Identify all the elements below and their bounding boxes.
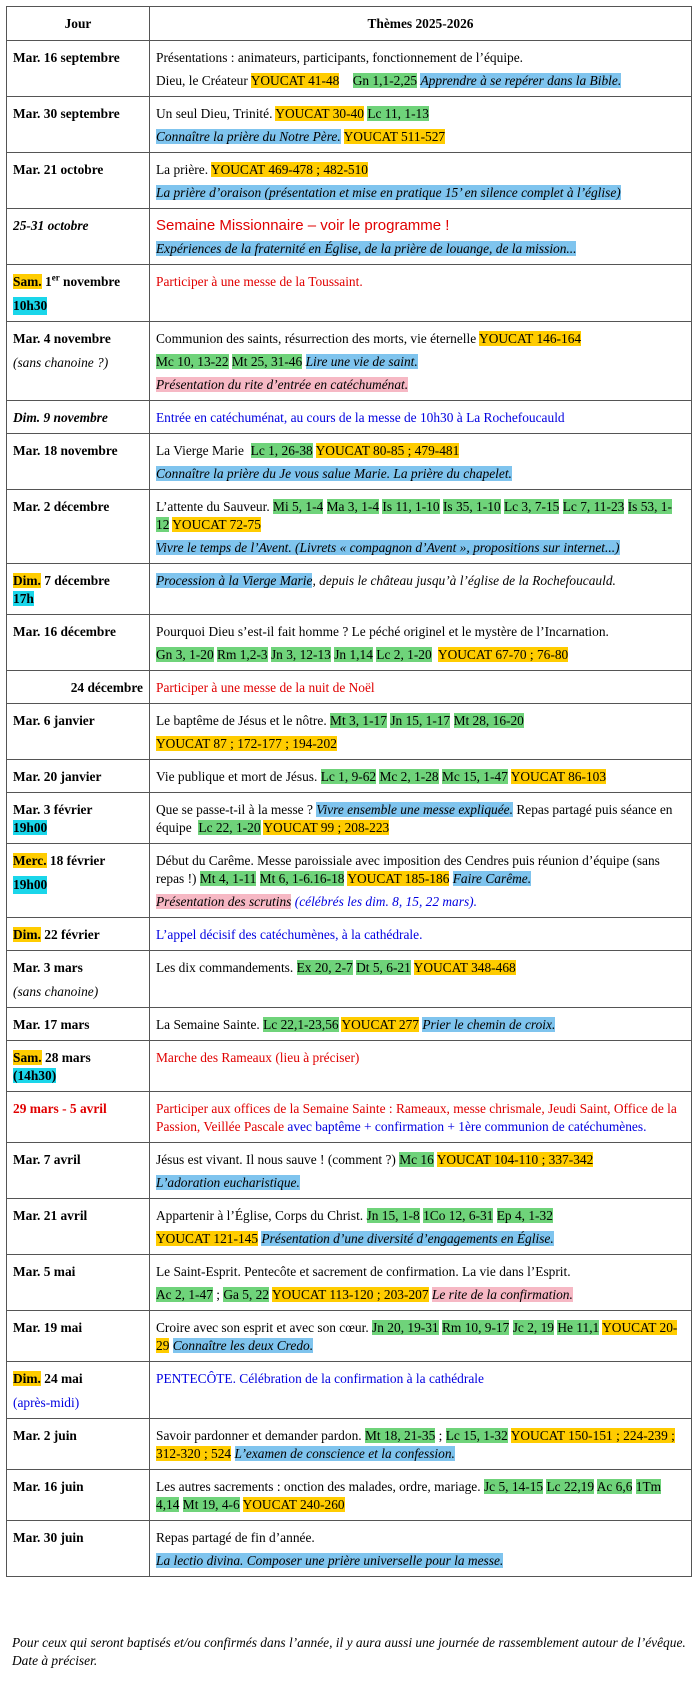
table-row (7, 209, 692, 265)
bible-ref: Ma 3, 1-4 (326, 499, 380, 514)
row-day: Mar. 17 mars (7, 1008, 150, 1041)
day-note: (après-midi) (13, 1395, 80, 1410)
bible-ref: Mt 4, 1-11 (199, 871, 257, 886)
day-highlight: Dim. (13, 573, 41, 588)
time-badge: 10h30 (13, 298, 48, 313)
table-row (7, 760, 692, 793)
table-row (7, 1143, 692, 1199)
activity-note: Prier le chemin de croix. (422, 1017, 556, 1032)
activity-note: Présentation d’une diversité d’engagements en Église. (261, 1231, 554, 1246)
bible-ref: Lc 1, 26-38 (250, 443, 313, 458)
table-row (7, 1199, 692, 1255)
row-day: Sam. 1er novembre 10h30 (7, 265, 150, 322)
theme-text: Le baptême de Jésus et le nôtre. (156, 713, 327, 728)
activity-note: Connaître la prière du Notre Père. (156, 129, 341, 144)
youcat-ref: YOUCAT 20-29 (156, 1320, 678, 1353)
bible-ref: Lc 2, 1-20 (376, 647, 432, 662)
row-themes (150, 760, 692, 793)
table-row (7, 951, 692, 1008)
table-row (7, 434, 692, 490)
youcat-ref: YOUCAT 99 ; 208-223 (263, 820, 390, 835)
youcat-ref: YOUCAT 72-75 (172, 517, 261, 532)
bible-ref: Jn 15, 1-8 (366, 1208, 420, 1223)
time-badge: 17h (13, 591, 34, 606)
bible-ref: Lc 22,19 (546, 1479, 595, 1494)
row-day: Dim. 7 décembre 17h (7, 564, 150, 615)
youcat-ref: YOUCAT 150-151 ; 224-239 ; 312-320 ; 524 (156, 1428, 675, 1461)
row-day: Mar. 5 mai (7, 1255, 150, 1311)
row-themes (150, 615, 692, 671)
row-themes: Le Saint-Esprit. Pentecôte et sacrement de confirmation. La vie dans l’Esprit. Ac 2, 1-47 ; Ga 5, 22 YOUCAT 113-120 ; 203-207 Le rite de la confirmation. (150, 1255, 692, 1311)
youcat-ref: YOUCAT 121-145 (156, 1231, 259, 1246)
youcat-ref: YOUCAT 240-260 (242, 1497, 345, 1512)
bible-ref: Lc 1, 9-62 (320, 769, 377, 784)
table-row (7, 41, 692, 97)
row-themes (150, 1008, 692, 1041)
bible-ref: Jn 1,14 (334, 647, 373, 662)
table-row (7, 793, 692, 844)
youcat-ref: YOUCAT 469-478 ; 482-510 (210, 162, 368, 177)
row-day: Mar. 6 janvier (7, 704, 150, 760)
bible-ref: Ep 4, 1-32 (496, 1208, 553, 1223)
youcat-ref: YOUCAT 80-85 ; 479-481 (315, 443, 460, 458)
row-day: Mar. 30 juin (7, 1521, 150, 1577)
table-row (7, 704, 692, 760)
theme-text: Repas partagé de fin d’année. (156, 1530, 315, 1545)
bible-ref: Mc 10, 13-22 (156, 354, 229, 369)
youcat-ref: YOUCAT 113-120 ; 203-207 (271, 1287, 429, 1302)
activity-note: Connaître la prière du Je vous salue Marie. La prière du chapelet. (156, 466, 512, 481)
row-day: Mar. 19 mai (7, 1311, 150, 1362)
bible-ref: Is 53, 1-12 (156, 499, 672, 532)
bible-ref: Mc 15, 1-47 (441, 769, 508, 784)
bible-ref: Gn 1,1-2,25 (352, 73, 418, 88)
table-row (7, 153, 692, 209)
table-row (7, 671, 692, 704)
row-themes (150, 918, 692, 951)
bible-ref: Dt 5, 6-21 (356, 960, 411, 975)
row-themes (150, 1143, 692, 1199)
row-themes (150, 1092, 692, 1143)
day-highlight: Dim. (13, 927, 41, 942)
time-badge: (14h30) (13, 1068, 57, 1083)
row-day: Mar. 4 novembre (sans chanoine ?) (7, 322, 150, 401)
table-row (7, 1362, 692, 1419)
row-day: Sam. 28 mars (14h30) (7, 1041, 150, 1092)
bible-ref: Jn 20, 19-31 (372, 1320, 439, 1335)
theme-text: L’attente du Sauveur. (156, 499, 270, 514)
row-day: Mar. 21 avril (7, 1199, 150, 1255)
theme-text: Les dix commandements. (156, 960, 294, 975)
day-note: (sans chanoine) (13, 984, 99, 999)
activity-note: L’examen de conscience et la confession. (234, 1446, 455, 1461)
theme-text: Le Saint-Esprit. Pentecôte et sacrement de confirmation. La vie dans l’Esprit. (156, 1264, 571, 1279)
header-day: Jour (7, 7, 150, 41)
row-themes (150, 793, 692, 844)
row-day: Mar. 2 juin (7, 1419, 150, 1470)
bible-ref: Ac 2, 1-47 (156, 1287, 213, 1302)
row-day: Mar. 30 septembre (7, 97, 150, 153)
bible-ref: Mt 6, 1-6.16-18 (259, 871, 345, 886)
table-row (7, 322, 692, 401)
table-row (7, 97, 692, 153)
theme-text: Entrée en catéchuménat, au cours de la messe de 10h30 à La Rochefoucauld (156, 410, 565, 425)
bible-ref: Mt 19, 4-6 (182, 1497, 240, 1512)
bible-ref: Lc 15, 1-32 (445, 1428, 508, 1443)
row-themes: Savoir pardonner et demander pardon. Mt 18, 21-35 ; Lc 15, 1-32 YOUCAT 150-151 ; 224-239 ; 312-320 ; 524 L’examen de conscience et la confession. (150, 1419, 692, 1470)
bible-ref: Rm 1,2-3 (217, 647, 268, 662)
bible-ref: Mt 25, 31-46 (231, 354, 303, 369)
table-header (7, 7, 692, 41)
table-row (7, 844, 692, 918)
activity-note: Apprendre à se repérer dans la Bible. (420, 73, 622, 88)
bible-ref: Mt 28, 16-20 (453, 713, 524, 728)
table-row (7, 1041, 692, 1092)
theme-text: Participer aux offices de la Semaine Sainte : Rameaux, messe chrismale, Jeudi Saint, Office de la Passion, Veillée Pascale (156, 1101, 677, 1134)
row-themes (150, 844, 692, 918)
row-day: Dim. 24 mai (après-midi) (7, 1362, 150, 1419)
table-row (7, 1255, 692, 1311)
table-row (7, 1419, 692, 1470)
row-themes (150, 1521, 692, 1577)
bible-ref: Mt 18, 21-35 (364, 1428, 436, 1443)
row-themes (150, 1311, 692, 1362)
youcat-ref: YOUCAT 67-70 ; 76-80 (437, 647, 569, 662)
youcat-ref: YOUCAT 185-186 (347, 871, 450, 886)
table-row (7, 1008, 692, 1041)
row-themes (150, 1199, 692, 1255)
row-themes (150, 97, 692, 153)
time-badge: 19h00 (13, 820, 48, 835)
activity-note: Expériences de la fraternité en Église, de la prière de louange, de la mission... (156, 241, 577, 256)
youcat-ref: YOUCAT 348-468 (413, 960, 516, 975)
bible-ref: Mc 16 (399, 1152, 434, 1167)
theme-text: Marche des Rameaux (lieu à préciser) (156, 1050, 360, 1065)
bible-ref: Jc 2, 19 (512, 1320, 554, 1335)
rite-note: Présentation du rite d’entrée en catéchuménat. (156, 377, 409, 392)
row-themes (150, 322, 692, 401)
activity-note: Connaître les deux Credo. (172, 1338, 314, 1353)
row-themes (150, 1041, 692, 1092)
youcat-ref: YOUCAT 277 (341, 1017, 419, 1032)
bible-ref: Lc 22, 1-20 (198, 820, 261, 835)
rite-note: Le rite de la confirmation. (431, 1287, 573, 1302)
row-day: Merc. 18 février 19h00 (7, 844, 150, 918)
row-day: Mar. 3 février 19h00 (7, 793, 150, 844)
theme-text: Appartenir à l’Église, Corps du Christ. (156, 1208, 364, 1223)
theme-text: , depuis le château jusqu’à l’église de la Rochefoucauld. (312, 573, 616, 588)
theme-text: Participer à une messe de la nuit de Noël (156, 680, 375, 695)
day-highlight: Sam. (13, 1050, 42, 1065)
row-themes (150, 1362, 692, 1419)
bible-ref: Lc 7, 11-23 (562, 499, 625, 514)
row-themes (150, 265, 692, 322)
theme-text: Savoir pardonner et demander pardon. (156, 1428, 362, 1443)
theme-text: Dieu, le Créateur (156, 73, 248, 88)
bible-ref: Jn 15, 1-17 (390, 713, 451, 728)
youcat-ref: YOUCAT 41-48 (250, 73, 340, 88)
row-themes (150, 434, 692, 490)
activity-note: La prière d’oraison (présentation et mise en pratique 15’ en silence complet à l’église) (156, 185, 621, 200)
theme-text: Pourquoi Dieu s’est-il fait homme ? Le péché originel et le mystère de l’Incarnation. (156, 624, 609, 639)
theme-text: avec baptême + confirmation + 1ère communion de catéchumènes. (284, 1119, 647, 1134)
bible-ref: 1Co 12, 6-31 (423, 1208, 494, 1223)
table-row (7, 615, 692, 671)
table-row (7, 1521, 692, 1577)
theme-text: Un seul Dieu, Trinité. (156, 106, 273, 121)
row-day: Mar. 20 janvier (7, 760, 150, 793)
row-day: Dim. 9 novembre (7, 401, 150, 434)
bible-ref: Gn 3, 1-20 (156, 647, 214, 662)
table-row (7, 401, 692, 434)
activity-note: Lire une vie de saint. (305, 354, 418, 369)
theme-text: Semaine Missionnaire – voir le programme ! (156, 217, 450, 234)
row-themes (150, 671, 692, 704)
activity-note: Vivre le temps de l’Avent. (Livrets « compagnon d’Avent », propositions sur internet...) (156, 540, 620, 555)
youcat-ref: YOUCAT 30-40 (275, 106, 364, 121)
row-day: Mar. 2 décembre (7, 490, 150, 564)
theme-text: La Vierge Marie (156, 443, 244, 458)
theme-text: Vie publique et mort de Jésus. (156, 769, 318, 784)
row-day: Mar. 7 avril (7, 1143, 150, 1199)
youcat-ref: YOUCAT 104-110 ; 337-342 (436, 1152, 594, 1167)
theme-text: Présentations : animateurs, participants, fonctionnement de l’équipe. (156, 50, 524, 65)
row-day: Mar. 16 décembre (7, 615, 150, 671)
bible-ref: Ex 20, 2-7 (296, 960, 353, 975)
bible-ref: Ga 5, 22 (223, 1287, 270, 1302)
theme-text: Début du Carême. Messe paroissiale avec imposition des Cendres puis réunion d’équipe (sans repas !) (156, 853, 660, 886)
bible-ref: Ac 6,6 (596, 1479, 633, 1494)
day-highlight: Merc. (13, 853, 47, 868)
table-row (7, 490, 692, 564)
header-themes: Thèmes 2025-2026 (150, 7, 692, 41)
activity-note: Procession à la Vierge Marie (156, 573, 313, 588)
row-day: Mar. 16 septembre (7, 41, 150, 97)
row-themes (150, 564, 692, 615)
row-day: Mar. 18 novembre (7, 434, 150, 490)
bible-ref: Jc 5, 14-15 (483, 1479, 544, 1494)
activity-note: La lectio divina. Composer une prière universelle pour la messe. (156, 1553, 504, 1568)
schedule-table (6, 6, 692, 1577)
theme-text: L’appel décisif des catéchumènes, à la cathédrale. (156, 927, 423, 942)
activity-note: Faire Carême. (452, 871, 532, 886)
theme-text: Jésus est vivant. Il nous sauve ! (comment ?) (156, 1152, 396, 1167)
row-themes (150, 490, 692, 564)
youcat-ref: YOUCAT 87 ; 172-177 ; 194-202 (156, 736, 337, 751)
theme-text: (célébrés les dim. 8, 15, 22 mars). (291, 894, 477, 909)
row-themes (150, 1470, 692, 1521)
row-themes (150, 704, 692, 760)
day-note: (sans chanoine ?) (13, 355, 109, 370)
bible-ref: Rm 10, 9-17 (442, 1320, 510, 1335)
row-themes (150, 153, 692, 209)
theme-text: Communion des saints, résurrection des morts, vie éternelle (156, 331, 477, 346)
bible-ref: Is 11, 1-10 (382, 499, 440, 514)
row-day: Mar. 21 octobre (7, 153, 150, 209)
row-day: Mar. 3 mars (sans chanoine) (7, 951, 150, 1008)
row-themes (150, 209, 692, 265)
day-highlight: Sam. (13, 274, 42, 289)
theme-text: La Semaine Sainte. (156, 1017, 260, 1032)
table-row (7, 918, 692, 951)
table-row (7, 1470, 692, 1521)
bible-ref: Jn 3, 12-13 (270, 647, 331, 662)
bible-ref: Lc 22,1-23,56 (263, 1017, 339, 1032)
bible-ref: Is 35, 1-10 (442, 499, 501, 514)
row-day: 25-31 octobre (7, 209, 150, 265)
theme-text: Croire avec son esprit et avec son cœur. (156, 1320, 369, 1335)
row-day: Dim. 22 février (7, 918, 150, 951)
theme-text: PENTECÔTE. Célébration de la confirmation à la cathédrale (156, 1371, 484, 1386)
bible-ref: Mc 2, 1-28 (379, 769, 439, 784)
theme-text: La prière. (156, 162, 209, 177)
activity-note: Vivre ensemble une messe expliquée. (316, 802, 513, 817)
bible-ref: Lc 11, 1-13 (367, 106, 429, 121)
row-themes (150, 951, 692, 1008)
theme-text: Que se passe-t-il à la messe ? (156, 802, 313, 817)
bible-ref: Mt 3, 1-17 (330, 713, 387, 728)
table-row (7, 1311, 692, 1362)
rite-note: Présentation des scrutins (156, 894, 292, 909)
bible-ref: Mi 5, 1-4 (273, 499, 324, 514)
bible-ref: 1Tm 4,14 (156, 1479, 662, 1512)
theme-text: Participer à une messe de la Toussaint. (156, 274, 363, 289)
row-day: 29 mars - 5 avril (7, 1092, 150, 1143)
row-day: 24 décembre (7, 671, 150, 704)
table-row (7, 564, 692, 615)
table-row (7, 265, 692, 322)
row-day: Mar. 16 juin (7, 1470, 150, 1521)
activity-note: L’adoration eucharistique. (156, 1175, 300, 1190)
bible-ref: Lc 3, 7-15 (503, 499, 560, 514)
time-badge: 19h00 (13, 877, 48, 892)
day-highlight: Dim. (13, 1371, 41, 1386)
footnote: Pour ceux qui seront baptisés et/ou confirmés dans l’année, il y aura aussi une journée de rassemblement autour de l’évêque. Date à préciser. (12, 1635, 686, 1668)
theme-text: Repas partagé puis séance en équipe (156, 802, 673, 835)
bible-ref: He 11,1 (557, 1320, 600, 1335)
row-themes (150, 401, 692, 434)
row-themes (150, 41, 692, 97)
table-row (7, 1092, 692, 1143)
theme-text: Les autres sacrements : onction des malades, ordre, mariage. (156, 1479, 481, 1494)
youcat-ref: YOUCAT 511-527 (343, 129, 446, 144)
youcat-ref: YOUCAT 146-164 (479, 331, 582, 346)
youcat-ref: YOUCAT 86-103 (510, 769, 607, 784)
